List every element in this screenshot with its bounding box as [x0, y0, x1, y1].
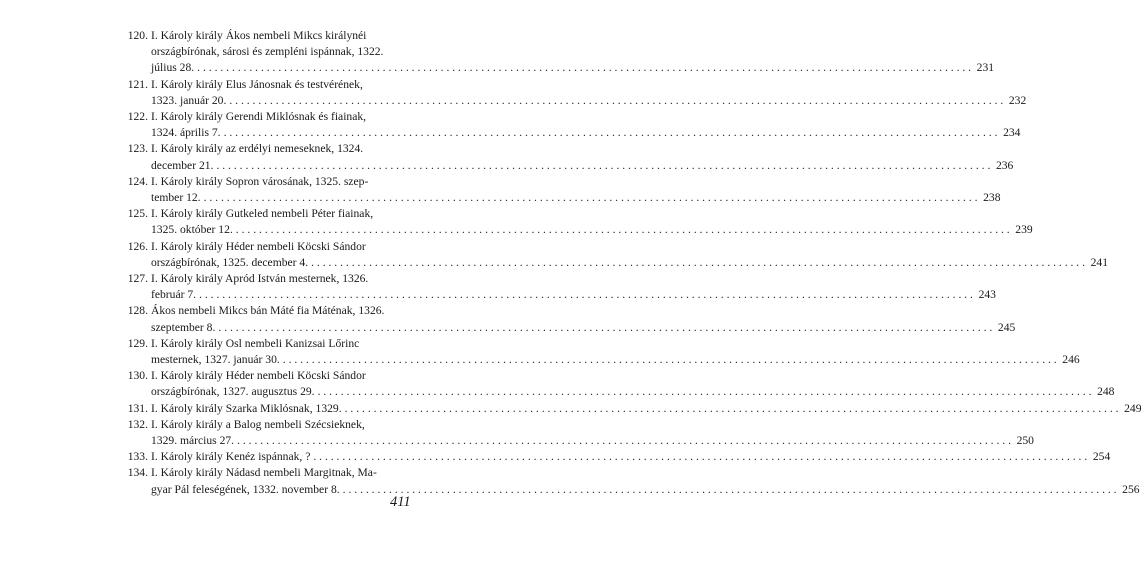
- toc-entry-line: [118, 449, 1111, 465]
- toc-entry-line: [118, 336, 414, 352]
- toc-entry: [118, 465, 1140, 497]
- dot-leader: [308, 255, 1088, 271]
- toc-entry-line: [118, 368, 414, 384]
- dot-leader: [233, 222, 1013, 238]
- toc-entry-line: [118, 271, 414, 287]
- toc-entry-line: [118, 77, 414, 93]
- entry-page: 249: [1124, 401, 1142, 415]
- entry-text: I. Károly király Nádasd nembeli Margitnak, Ma-: [151, 466, 377, 480]
- toc-entry: [118, 368, 1115, 400]
- entry-text: országbírónak, 1327. augusztus 29.: [151, 385, 315, 399]
- entry-text: szeptember 8.: [151, 320, 216, 334]
- entry-page: 254: [1092, 450, 1111, 464]
- entry-page: 232: [1008, 93, 1027, 107]
- entry-page: 245: [997, 320, 1016, 334]
- entry-text: február 7.: [151, 288, 197, 302]
- toc-entry-line: [118, 222, 1033, 238]
- dot-leader: [226, 93, 1006, 109]
- toc-entry-line: [118, 206, 414, 222]
- toc-entry-line: [118, 28, 414, 44]
- entry-page: 238: [983, 191, 1001, 205]
- dot-leader: [342, 401, 1122, 417]
- entry-text: december 21.: [151, 158, 214, 172]
- entry-number: 124.: [127, 174, 148, 188]
- entry-page: 239: [1015, 223, 1033, 237]
- toc-entry-line: [118, 352, 1080, 368]
- dot-leader: [310, 449, 1090, 465]
- toc-entry-line: [118, 158, 1014, 174]
- entry-text: I. Károly király Szarka Miklósnak, 1329.: [151, 401, 342, 415]
- toc-entry-line: [118, 384, 1115, 400]
- entry-text: I. Károly király Héder nembeli Köcski Sándor: [151, 239, 366, 253]
- toc-entry: [118, 271, 996, 303]
- dot-leader: [215, 320, 995, 336]
- entry-page: 236: [995, 158, 1014, 172]
- dot-leader: [340, 482, 1120, 498]
- entry-number: 131.: [127, 401, 148, 415]
- entry-page: 250: [1016, 434, 1034, 448]
- entry-page: 231: [976, 61, 995, 75]
- entry-text: országbírónak, sárosi és zempléni ispánnak, 1322.: [151, 45, 384, 59]
- entry-text: 1325. október 12.: [151, 223, 233, 237]
- entry-number: 122.: [127, 110, 148, 124]
- entry-text: gyar Pál feleségének, 1332. november 8.: [151, 482, 340, 496]
- entry-text: I. Károly király Sopron városának, 1325. szep-: [151, 174, 369, 188]
- toc-entry-line: [118, 465, 414, 481]
- dot-leader: [213, 158, 993, 174]
- entry-text: 1323. január 20.: [151, 93, 227, 107]
- entry-page: 243: [978, 288, 996, 302]
- entry-text: I. Károly király a Balog nembeli Szécsieknek,: [151, 417, 365, 431]
- entry-text: I. Károly király Apród István mesternek, 1326.: [151, 272, 369, 286]
- toc-entry-line: [118, 190, 1001, 206]
- entry-text: I. Károly király Elus Jánosnak és testvérének,: [151, 77, 363, 91]
- entry-number: 129.: [127, 336, 148, 350]
- entry-text: I. Károly király Gerendi Miklósnak és fiainak,: [151, 110, 367, 124]
- entry-page: 248: [1097, 385, 1115, 399]
- toc-entry-line: [118, 239, 414, 255]
- entry-number: 121.: [127, 77, 148, 91]
- entry-text: országbírónak, 1325. december 4.: [151, 255, 309, 269]
- dot-leader: [194, 60, 974, 76]
- toc-entry: [118, 239, 1108, 271]
- entry-number: 120.: [127, 29, 148, 42]
- dot-leader: [201, 190, 981, 206]
- dot-leader: [221, 125, 1001, 141]
- toc-entry: [118, 336, 1080, 368]
- dot-leader: [196, 287, 976, 303]
- toc-entry-line: [118, 60, 995, 76]
- toc-entry-line: [118, 125, 1021, 141]
- entry-text: 1324. április 7.: [151, 126, 221, 140]
- entry-text: tember 12.: [151, 191, 201, 205]
- toc-entry-line: [118, 433, 1034, 449]
- entry-text: I. Károly király Héder nembeli Köcski Sándor: [151, 369, 366, 383]
- entry-number: 125.: [127, 207, 148, 221]
- toc-entry: [118, 417, 1034, 449]
- toc-entry: [118, 174, 1001, 206]
- toc-entry-line: [118, 320, 1016, 336]
- entry-text: I. Károly király az erdélyi nemeseknek, 1324.: [151, 142, 364, 156]
- toc-entry: [118, 206, 1033, 238]
- dot-leader: [315, 384, 1095, 400]
- toc-entry: [118, 109, 1021, 141]
- entry-number: 130.: [127, 369, 148, 383]
- entry-text: I. Károly király Gutkeled nembeli Péter fiainak,: [151, 207, 374, 221]
- toc-entry-line: [118, 174, 414, 190]
- entry-number: 132.: [127, 417, 148, 431]
- toc-entry: [118, 303, 1016, 335]
- dot-leader: [234, 433, 1014, 449]
- toc-entry-line: [118, 93, 1027, 109]
- entry-text: I. Károly király Kenéz ispánnak, ?: [151, 450, 311, 464]
- entry-text: I. Károly király Ákos nembeli Mikcs királynéi: [151, 29, 367, 42]
- entry-page: 246: [1062, 353, 1080, 367]
- toc-entry-line: [118, 255, 1108, 271]
- toc-entry-line: [118, 141, 414, 157]
- entry-text: I. Károly király Osl nembeli Kanizsai Lőrinc: [151, 336, 360, 350]
- toc-entry: [118, 449, 1111, 465]
- entry-number: 134.: [127, 466, 148, 480]
- toc-entry: [118, 28, 995, 77]
- entry-number: 123.: [127, 142, 148, 156]
- toc-entry: [118, 77, 1027, 109]
- toc-entry: [118, 401, 1142, 417]
- toc-entry-line: [118, 417, 414, 433]
- entry-number: 126.: [127, 239, 148, 253]
- entry-text: Ákos nembeli Mikcs bán Máté fia Máténak, 1326.: [151, 304, 385, 318]
- page-number: 411: [390, 494, 411, 510]
- table-of-contents: [118, 28, 1142, 498]
- entry-page: 241: [1090, 255, 1108, 269]
- entry-page: 256: [1122, 482, 1140, 496]
- toc-entry-line: [118, 109, 414, 125]
- toc-entry-line: [118, 482, 1140, 498]
- entry-number: 133.: [127, 450, 148, 464]
- entry-text: mesternek, 1327. január 30.: [151, 353, 280, 367]
- entry-text: július 28.: [151, 61, 195, 75]
- entry-text: 1329. március 27.: [151, 434, 235, 448]
- entry-number: 128.: [127, 304, 148, 318]
- dot-leader: [280, 352, 1060, 368]
- toc-entry-line: [118, 287, 996, 303]
- entry-page: 234: [1003, 126, 1021, 140]
- toc-entry-line: [118, 303, 414, 319]
- entry-number: 127.: [127, 272, 148, 286]
- toc-entry-line: [118, 401, 1142, 417]
- toc-entry: [118, 141, 1014, 173]
